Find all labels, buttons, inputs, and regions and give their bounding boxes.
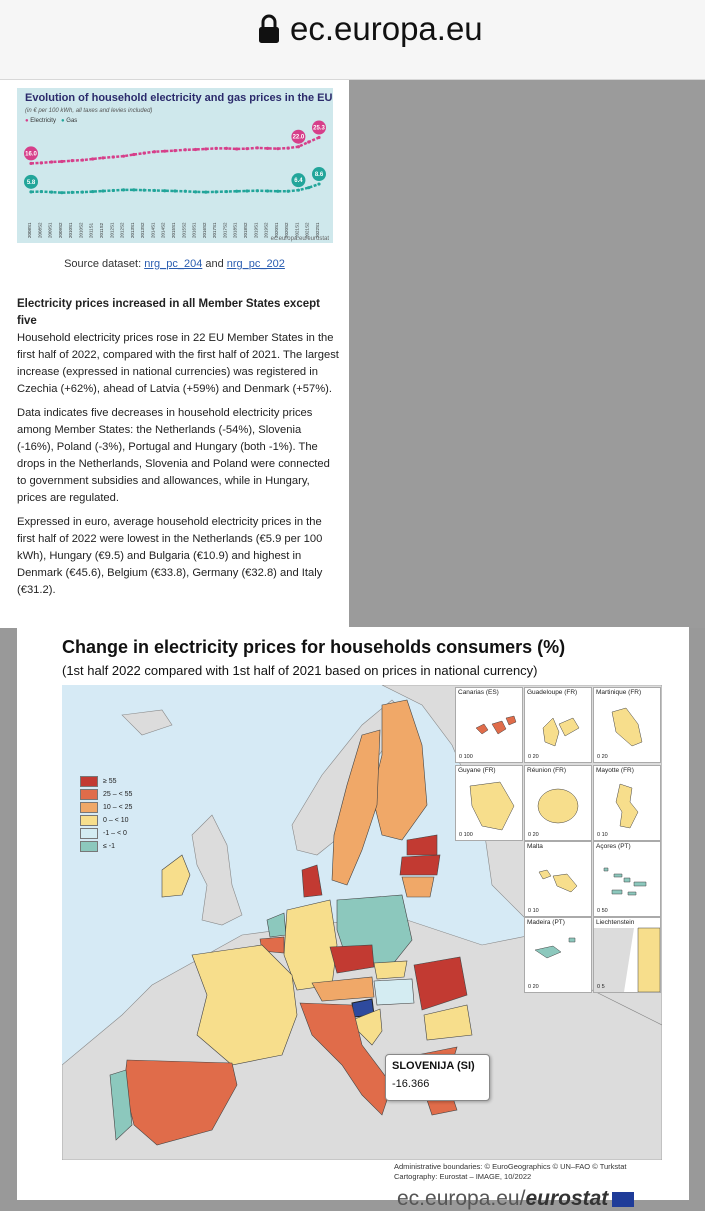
inset-acores [593,841,661,917]
data-point [122,155,125,158]
data-point [297,189,300,192]
x-tick-label: 2008S2 [37,222,43,238]
data-point [276,190,279,193]
prices-evolution-chart [17,88,333,243]
inset-label: Mayotte (FR) [596,767,634,774]
data-point [204,147,207,150]
x-tick-label: 2016S1 [191,222,197,238]
x-tick-label: 2008S1 [27,222,32,238]
inset-liechtenstein [593,917,661,993]
section-heading: Electricity prices increased in all Member States except five [17,298,320,327]
article-page [0,80,349,628]
data-point [235,147,238,150]
x-tick-label: 2021S2 [304,222,310,238]
x-tick-label: 2013S2 [140,222,146,238]
data-point [60,191,63,194]
data-point [225,190,228,193]
data-point [317,136,320,139]
data-point [143,152,146,155]
data-point [194,190,197,193]
legend-row [80,801,132,814]
line-chart-plot [17,88,333,243]
x-tick-label: 2014S1 [150,222,156,238]
source-dataset [0,258,349,270]
x-tick-label: 2016S2 [201,222,207,238]
data-point [225,147,228,150]
data-label: 25.3 [313,125,325,132]
inset-scale: 0 50 [597,908,608,914]
inset-shape [594,918,660,992]
data-point [256,146,259,149]
data-point [235,190,238,193]
inset-shape [525,918,591,992]
inset-scale: 0 10 [597,832,608,838]
x-tick-label: 2012S2 [119,222,125,238]
x-tick-label: 2014S2 [160,222,166,238]
attribution-boundaries: Administrative boundaries: © EuroGeographics © UN–FAO © Turkstat [394,1162,627,1171]
data-point [173,189,176,192]
data-point [163,189,166,192]
data-point [112,155,115,158]
inset-shape [456,688,522,762]
inset-guadeloupe [524,687,592,763]
data-point [245,189,248,192]
x-tick-label: 2022S1 [315,222,320,238]
legend-label: ≥ 55 [103,778,117,785]
x-tick-label: 2010S1 [68,222,74,238]
country-lithuania[interactable] [402,877,434,897]
legend-label: ≤ -1 [103,843,116,850]
browser-address-bar[interactable] [0,0,705,80]
legend-label: 10 – < 25 [103,804,133,811]
inset-scale: 0 100 [459,832,473,838]
inset-scale: 0 20 [528,754,539,760]
inset-label: Açores (PT) [596,843,631,850]
legend-row [80,814,132,827]
data-point [60,160,63,163]
data-point [307,140,310,143]
legend-swatch [80,789,98,800]
inset-shape [594,688,660,762]
data-point [91,190,94,193]
x-tick-label: 2020S1 [273,222,279,238]
data-point [256,189,259,192]
data-label: 8.6 [314,172,324,179]
paragraph-3: Expressed in euro, average household electricity prices in the first half of 2022 were lowest in the Netherlands (€5.9 per 100 kWh), Hungary (€9.5) and Bulgaria (€10.9) and highest in Denmark (€45.6), Belgium (€33.8), Germany (€32.8) and Italy (€31.2). [17,516,323,596]
x-tick-label: 2019S1 [253,222,259,238]
legend-swatch [80,841,98,852]
inset-shape [594,766,660,840]
x-tick-label: 2015S2 [181,222,187,238]
x-tick-label: 2013S1 [129,222,135,238]
footer-domain: ec.europa.eu/ [397,1187,526,1210]
inset-scale: 0 100 [459,754,473,760]
x-tick-label: 2019S2 [263,222,269,238]
inset-scale: 0 20 [528,984,539,990]
inset-mayotte [593,765,661,841]
map-title: Change in electricity prices for households consumers (%) [62,637,566,657]
country-latvia[interactable] [400,855,440,875]
chart-legend: ● Electricity ● Gas [25,118,78,124]
tooltip-value: -16.366 [392,1078,430,1090]
country-slovakia[interactable] [374,961,407,979]
map-legend [80,775,132,853]
data-point [266,147,269,150]
x-tick-label: 2011S1 [88,222,94,238]
x-tick-label: 2018S2 [243,222,248,238]
legend-swatch [80,802,98,813]
data-point [153,150,156,153]
map-subtitle: (1st half 2022 compared with 1st half of 2021 based on prices in national currency) [62,663,538,678]
x-tick-label: 2018S1 [232,222,238,238]
chart-subtitle: (in € per 100 kWh, all taxes and levies included) [25,108,153,114]
country-estonia[interactable] [407,835,437,855]
inset-shape [525,842,591,916]
inset-label: Malta [527,843,543,850]
legend-swatch [80,776,98,787]
data-label: 5.8 [26,179,36,186]
eurostat-logo: eurostat [525,1187,609,1210]
country-tooltip [385,1054,490,1101]
inset-martinique [593,687,661,763]
data-point [50,160,53,163]
x-tick-label: 2011S2 [99,222,104,238]
inset-shape [525,766,591,840]
dataset-link-nrg-pc-204[interactable]: nrg_pc_204 [144,258,203,270]
data-point [245,147,248,150]
data-point [40,190,43,193]
inset-label: Madeira (PT) [527,919,565,926]
x-tick-label: 2012S1 [109,222,115,238]
legend-swatch [80,815,98,826]
data-point [173,149,176,152]
data-point [50,191,53,194]
legend-swatch [80,828,98,839]
inset-scale: 0 20 [528,832,539,838]
data-point [132,153,135,156]
data-point [29,162,32,165]
data-point [163,150,166,153]
inset-guyane [455,765,523,841]
europe-map[interactable] [62,685,662,1160]
data-point [266,189,269,192]
data-point [71,159,74,162]
legend-row [80,827,132,840]
map-panel [17,627,689,1210]
country-netherlands[interactable] [267,913,286,937]
inset-label: Réunion (FR) [527,767,567,774]
data-point [184,190,187,193]
data-point [215,147,218,150]
eu-flag-icon [612,1192,634,1207]
paragraph-1: Household electricity prices rose in 22 EU Member States in the first half of 2022, compared with the first half of 2021. The largest increase (expressed in national currencies) was registered in Czechia (+62%), ahead of Latvia (+59%) and Denmark (+57%). [17,332,339,395]
data-point [276,147,279,150]
data-point [71,191,74,194]
data-point [81,158,84,161]
x-tick-label: 2010S2 [78,222,84,238]
data-point [184,148,187,151]
data-point [204,191,207,194]
data-point [215,190,218,193]
x-tick-label: 2017S1 [212,222,218,238]
url-text: ec.europa.eu [290,10,483,47]
tooltip-country-name: SLOVENIJA (SI) [392,1060,475,1072]
x-tick-label: 2021S1 [294,222,300,238]
inset-reunion [524,765,592,841]
inset-madeira [524,917,592,993]
country-ireland[interactable] [162,855,190,897]
inset-scale: 0 20 [597,754,608,760]
inset-label: Guyane (FR) [458,767,496,774]
inset-shape [525,688,591,762]
empty-background [349,80,705,628]
data-point [40,161,43,164]
inset-malta [524,841,592,917]
data-point [287,147,290,150]
attribution-cartography: Cartography: Eurostat – IMAGE, 10/2022 [394,1172,532,1181]
data-point [297,145,300,148]
article-body [17,296,339,606]
country-denmark[interactable] [302,865,322,897]
x-tick-label: 2015S1 [171,222,176,238]
data-point [287,190,290,193]
inset-label: Canarias (ES) [458,689,499,696]
data-point [81,191,84,194]
inset-scale: 0 5 [597,984,605,990]
inset-label: Liechtenstein [596,919,635,926]
legend-label: 25 – < 55 [103,791,133,798]
source-prefix: Source dataset: [64,258,145,270]
eurostat-footer [397,1187,634,1211]
data-label: 22.0 [292,134,305,141]
data-point [91,157,94,160]
x-tick-label: 2020S2 [284,222,290,238]
legend-row [80,775,132,788]
inset-label: Guadeloupe (FR) [527,689,578,696]
map-attribution [394,1162,627,1182]
dataset-link-nrg-pc-202[interactable]: nrg_pc_202 [226,258,285,270]
inset-shape [594,842,660,916]
chart-footer: ec.europa.eu/eurostat [270,236,329,242]
data-point [29,190,32,193]
inset-canarias [455,687,523,763]
lock-icon [258,14,280,44]
legend-gas: Gas [66,118,78,124]
x-tick-label: 2009S2 [57,222,63,238]
legend-row [80,840,132,853]
chart-title: Evolution of household electricity and gas prices in the EU [25,92,333,104]
data-point [317,182,320,185]
x-tick-label: 2009S1 [47,222,53,238]
data-point [194,148,197,151]
data-point [132,188,135,191]
inset-shape [456,766,522,840]
data-point [101,189,104,192]
legend-electricity: Electricity [30,118,56,124]
inset-scale: 0 10 [528,908,539,914]
paragraph-2: Data indicates five decreases in household electricity prices among Member States: the Netherlands (-54%), Slovenia (-16%), Poland (-3%), Portugal and Hungary (both -1%). The drops in the Netherlands, Slovenia and Poland were connected to government subsidies and allowances, while in Hungary, prices are regulated. [17,407,330,504]
data-point [153,189,156,192]
x-tick-label: 2017S2 [222,222,228,238]
data-point [122,188,125,191]
country-hungary[interactable] [374,979,414,1005]
data-label: 6.4 [294,178,303,185]
data-point [101,156,104,159]
legend-row [80,788,132,801]
legend-label: 0 – < 10 [103,817,129,824]
data-label: 16.0 [25,151,37,158]
source-and: and [202,258,227,270]
inset-label: Martinique (FR) [596,689,642,696]
data-point [112,189,115,192]
data-point [143,189,146,192]
data-point [307,186,310,189]
legend-label: -1 – < 0 [103,830,127,837]
